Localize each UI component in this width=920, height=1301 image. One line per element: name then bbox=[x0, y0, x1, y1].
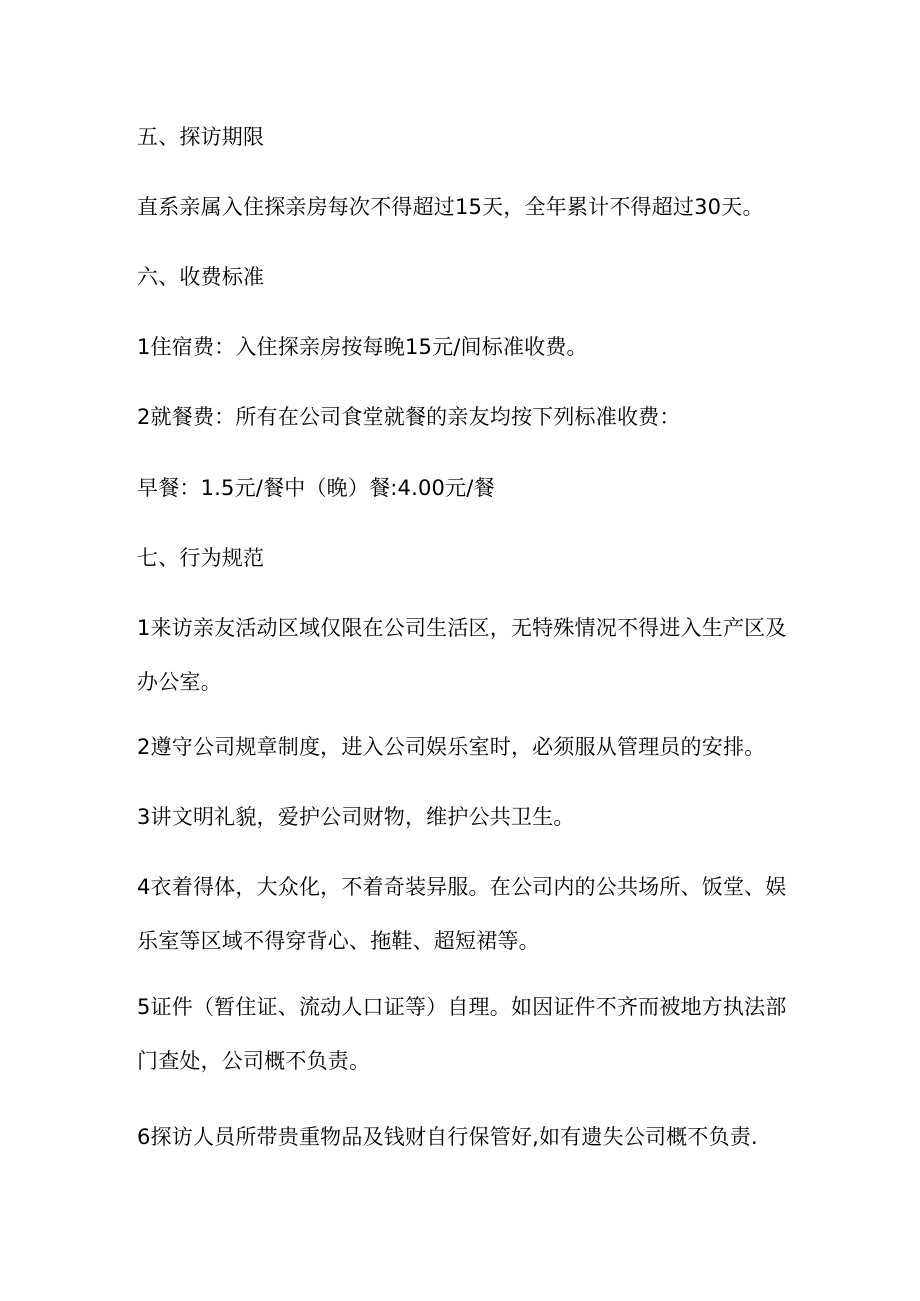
paragraph-meal-prices: 早餐：1.5元/餐中（晚）餐:4.00元/餐 bbox=[137, 476, 495, 500]
paragraph-conduct-5: 5证件（暂住证、流动人口证等）自理。如因证件不齐而被地方执法部门查处，公司概不负责。 bbox=[137, 995, 787, 1073]
paragraph-conduct-1: 1来访亲友活动区域仅限在公司生活区，无特殊情况不得进入生产区及办公室。 bbox=[137, 616, 787, 694]
paragraph-conduct-4: 4衣着得体，大众化，不着奇装异服。在公司内的公共场所、饭堂、娱乐室等区域不得穿背心、拖鞋、超短裙等。 bbox=[137, 875, 787, 953]
paragraph-visit-period: 直系亲属入住探亲房每次不得超过15天，全年累计不得超过30天。 bbox=[137, 195, 764, 219]
paragraph-lodging-fee: 1住宿费：入住探亲房按每晚15元/间标准收费。 bbox=[137, 335, 588, 359]
section-heading-conduct: 七、行为规范 bbox=[137, 546, 265, 570]
paragraph-conduct-2: 2遵守公司规章制度，进入公司娱乐室时，必须服从管理员的安排。 bbox=[137, 735, 766, 759]
paragraph-conduct-6: 6探访人员所带贵重物品及钱财自行保管好,如有遗失公司概不负责. bbox=[137, 1125, 758, 1149]
section-heading-fee-standard: 六、收费标准 bbox=[137, 265, 265, 289]
section-heading-visit-period: 五、探访期限 bbox=[137, 125, 265, 149]
paragraph-conduct-3: 3讲文明礼貌，爱护公司财物，维护公共卫生。 bbox=[137, 805, 575, 829]
paragraph-dining-fee: 2就餐费：所有在公司食堂就餐的亲友均按下列标准收费： bbox=[137, 405, 681, 429]
